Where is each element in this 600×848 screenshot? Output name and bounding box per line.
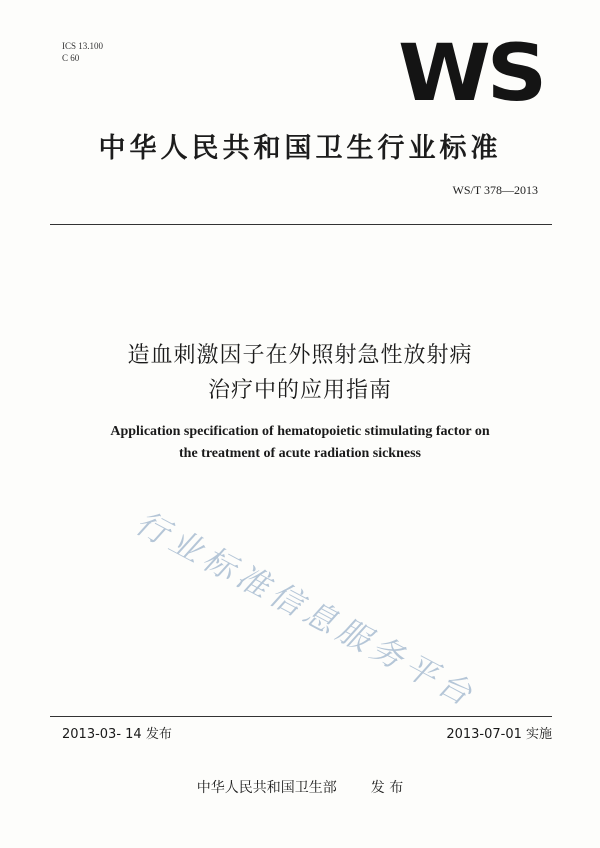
implement-date: 2013-07-01 实施 [446, 727, 552, 742]
top-divider [50, 224, 552, 225]
national-standard-title: 中华人民共和国卫生行业标准 [98, 133, 502, 164]
watermark: 行业标准信息服务平台 [129, 503, 483, 716]
issuer-line [0, 777, 600, 797]
issuer-name: 中华人民共和国卫生部 [196, 780, 337, 796]
english-title-line2: the treatment of acute radiation sickness [179, 446, 421, 461]
english-title-line1: Application specification of hematopoietic stimulating factor on [110, 424, 490, 439]
ws-logo: WS [398, 29, 543, 119]
chinese-title-line2: 治疗中的应用指南 [207, 378, 392, 403]
ccs-code: C 60 [62, 53, 80, 63]
bottom-divider [50, 716, 552, 717]
publish-date: 2013-03- 14 发布 [62, 727, 172, 742]
issuer-action: 发 布 [370, 780, 404, 796]
classification-codes [62, 40, 103, 64]
chinese-title-line1: 造血刺激因子在外照射急性放射病 [127, 343, 473, 368]
standard-number: WS/T 378—2013 [452, 183, 538, 197]
ics-code: ICS 13.100 [62, 41, 104, 51]
